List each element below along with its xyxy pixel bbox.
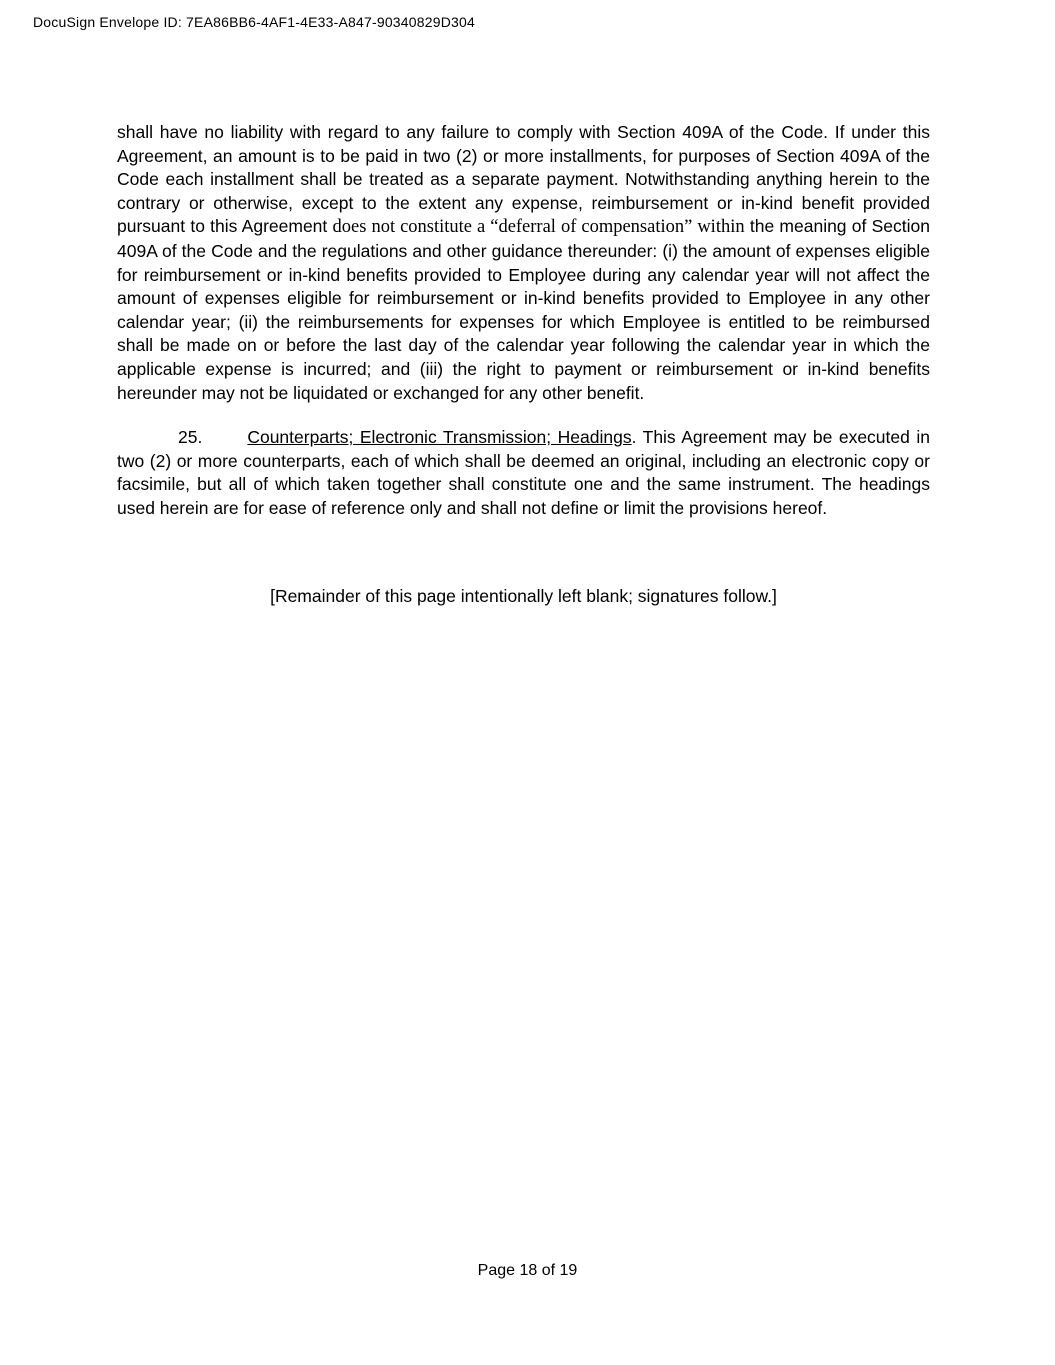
- docusign-envelope-id: DocuSign Envelope ID: 7EA86BB6-4AF1-4E33-A847-90340829D304: [33, 14, 475, 30]
- section-25-paragraph: [117, 426, 930, 520]
- section-409a-text-part2: the meaning of Section 409A of the Code and the regulations and other guidance thereunder: (i) the amount of expenses eligible for reimbursement or in-kind benefits provided to Employee during any calendar year will not affect the amount of expenses eligible for reimbursement or in-kind benefits provided to Employee in any other calendar year; (ii) the reimbursements for expenses for which Employee is entitled to be reimbursed shall be made on or before the last day of the calendar year following the calendar year in which the applicable expense is incurred; and (iii) the right to payment or reimbursement or in-kind benefits hereunder may not be liquidated or exchanged for any other benefit.: [117, 216, 930, 403]
- section-25-body: . This Agreement may be executed in two (2) or more counterparts, each of which shall be deemed an original, including an electronic copy or facsimile, but all of which taken together shall constitute one and the same instrument. The headings used herein are for ease of reference only and shall not define or limit the provisions hereof.: [117, 427, 930, 518]
- section-25-heading: Counterparts; Electronic Transmission; Headings: [247, 427, 632, 448]
- page-number-footer: Page 18 of 19: [477, 1262, 578, 1279]
- section-409a-serif-phrase: does not constitute a “deferral of compensation” within: [332, 217, 745, 238]
- remainder-of-page-note: [Remainder of this page intentionally left blank; signatures follow.]: [270, 585, 777, 606]
- document-body: [117, 121, 930, 608]
- section-409a-paragraph: [117, 121, 930, 405]
- section-25-number: 25.: [178, 427, 203, 448]
- section-409a-text-part1: shall have no liability with regard to any failure to comply with Section 409A of the Code. If under this Agreement, an amount is to be paid in two (2) or more installments, for purposes of Section 409A of the Code each installment shall be treated as a separate payment. Notwithstanding anything herein to the contrary or otherwise, except to the extent any expense, reimbursement or in-kind benefit provided pursuant to this Agreement: [117, 122, 930, 237]
